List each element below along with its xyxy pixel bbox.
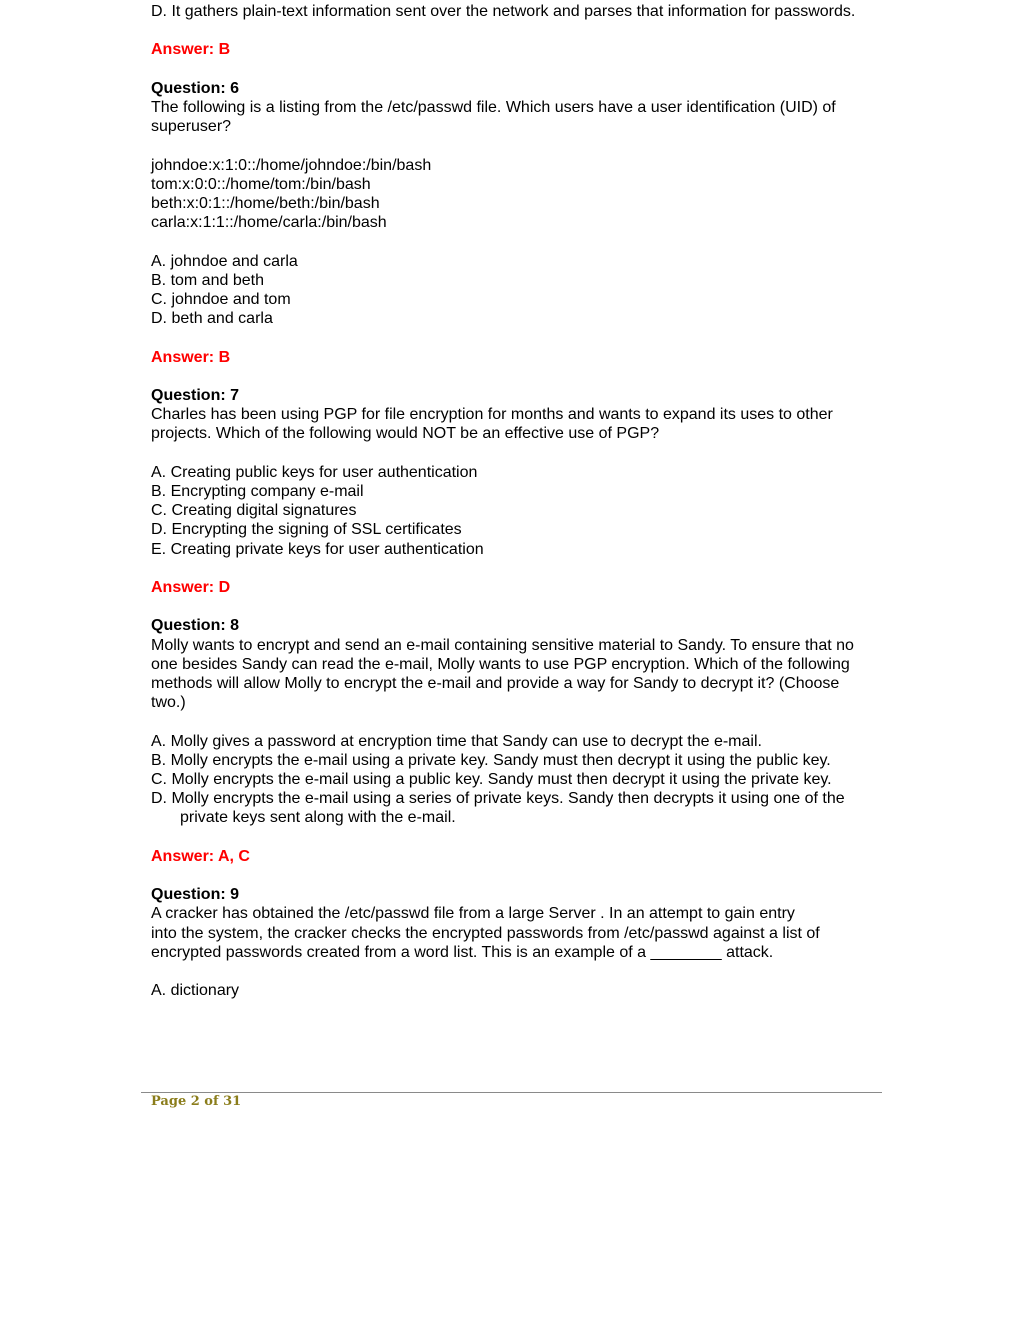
document-body xyxy=(151,2,876,1000)
question-8-text: Molly wants to encrypt and send an e-mail containing sensitive material to Sandy. To ensure that no one besides Sandy can read the e-mail, Molly wants to use PGP encryption. Which of the following methods will allow Molly to encrypt the e-mail and provide a way for Sandy to decrypt it? (Choose two.) xyxy=(151,636,854,712)
question-6-text: The following is a listing from the /etc/passwd file. Which users have a user identification (UID) of superuser? xyxy=(151,98,836,136)
passwd-line: johndoe:x:1:0::/home/johndoe:/bin/bash xyxy=(151,156,432,174)
question-9-text-line: A cracker has obtained the /etc/passwd file from a large Server . In an attempt to gain entry xyxy=(151,905,795,923)
footer-divider xyxy=(141,1092,882,1093)
question-7-title: Question: 7 xyxy=(151,386,240,404)
option: A. Creating public keys for user authentication xyxy=(151,463,478,481)
question-8-title: Question: 8 xyxy=(151,617,240,635)
question-9-text-line: into the system, the cracker checks the encrypted passwords from /etc/passwd against a list of xyxy=(151,924,820,942)
question-8-answer: Answer: A, C xyxy=(151,847,250,865)
question-6-title: Question: 6 xyxy=(151,79,240,97)
option: D. beth and carla xyxy=(151,310,273,328)
option: A. johndoe and carla xyxy=(151,252,298,270)
option: B. tom and beth xyxy=(151,271,264,289)
prev-answer: Answer: B xyxy=(151,41,231,59)
option: C. johndoe and tom xyxy=(151,290,291,308)
option: E. Creating private keys for user authentication xyxy=(151,540,484,558)
page-number: Page 2 of 31 xyxy=(151,1094,242,1109)
option: C. Molly encrypts the e-mail using a public key. Sandy must then decrypt it using the private key. xyxy=(151,770,832,788)
option: A. Molly gives a password at encryption time that Sandy can use to decrypt the e-mail. xyxy=(151,732,762,750)
passwd-line: tom:x:0:0::/home/tom:/bin/bash xyxy=(151,175,371,193)
question-9-text-line: encrypted passwords created from a word list. This is an example of a ________ attack. xyxy=(151,943,774,961)
option: D. Encrypting the signing of SSL certificates xyxy=(151,521,462,539)
option: A. dictionary xyxy=(151,982,240,1000)
passwd-line: beth:x:0:1::/home/beth:/bin/bash xyxy=(151,194,380,212)
question-6-answer: Answer: B xyxy=(151,348,231,366)
option: B. Molly encrypts the e-mail using a private key. Sandy must then decrypt it using the public key. xyxy=(151,751,831,769)
question-7-text: Charles has been using PGP for file encryption for months and wants to expand its uses to other projects. Which of the following would NOT be an effective use of PGP? xyxy=(151,406,833,443)
option: D. Molly encrypts the e-mail using a series of private keys. Sandy then decrypts it using one of the private keys sent along with the e-mail. xyxy=(151,790,845,827)
question-7-answer: Answer: D xyxy=(151,578,231,596)
option: C. Creating digital signatures xyxy=(151,502,357,520)
option: B. Encrypting company e-mail xyxy=(151,482,364,500)
prev-option-d: D. It gathers plain-text information sent over the network and parses that information for passwords. xyxy=(151,3,856,20)
passwd-line: carla:x:1:1::/home/carla:/bin/bash xyxy=(151,214,387,232)
question-9-title: Question: 9 xyxy=(151,886,240,904)
